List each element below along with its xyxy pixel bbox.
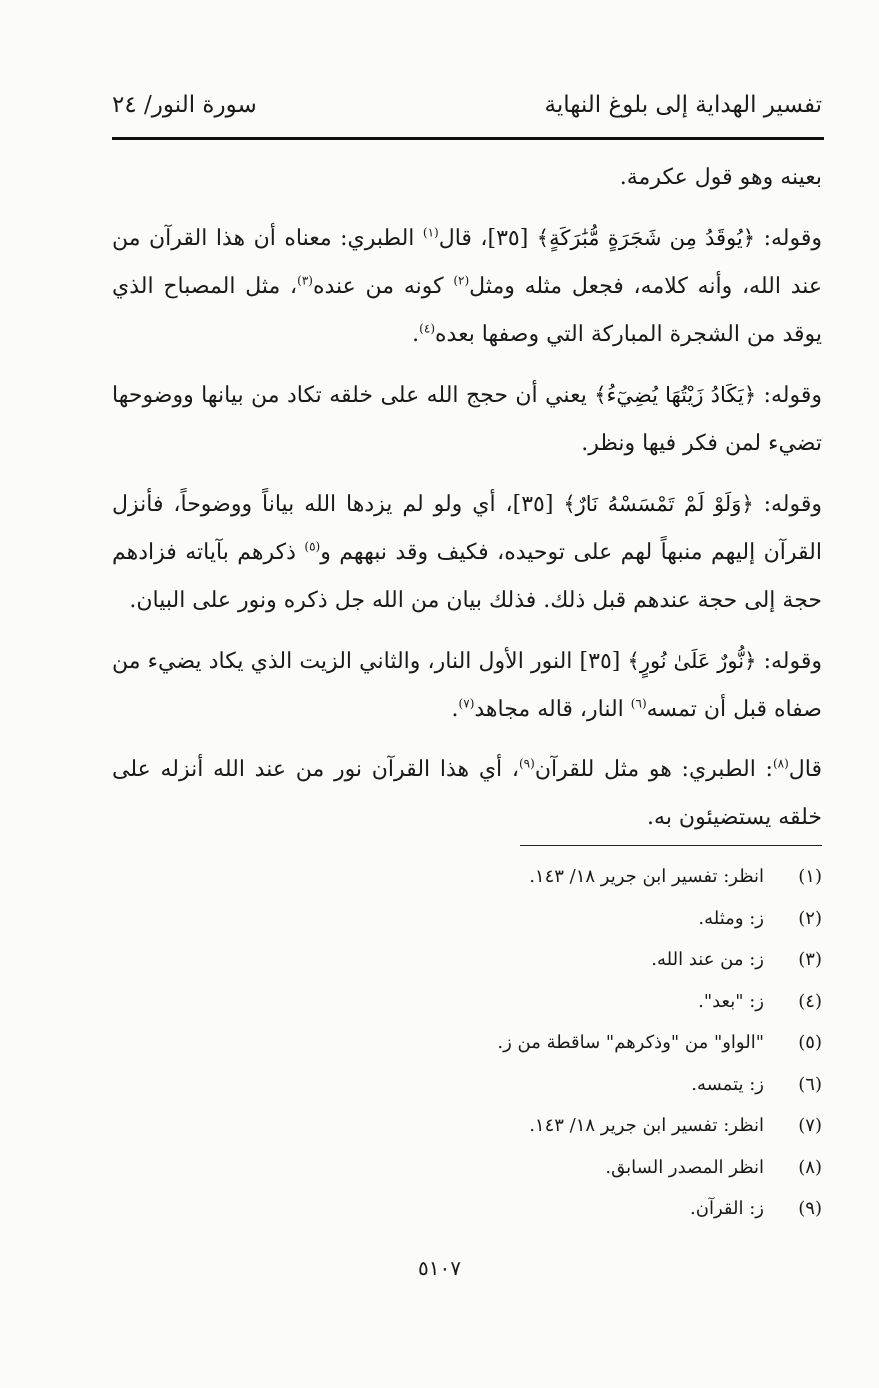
footnote-number: (٦) (798, 1073, 822, 1095)
footnote-item (262, 1115, 822, 1157)
footnote-item (262, 991, 822, 1033)
footnote-divider (520, 845, 822, 846)
surah-label: سورة النور/ ٢٤ (112, 92, 257, 118)
running-header (112, 86, 822, 134)
footnote-number: (٧) (798, 1115, 822, 1136)
footnote-text: انظر المصدر السابق. (605, 1156, 764, 1178)
quran-quote: ﴿يَكَادُ زَيْتُهَا يُضِيٓءُ﴾ (594, 383, 757, 407)
footnote-number: (٣) (798, 949, 822, 970)
footnote-item (262, 1198, 822, 1240)
footnote-ref[interactable]: (٤) (419, 321, 435, 336)
footnote-ref[interactable]: (٦) (630, 696, 647, 711)
footnote-item (262, 1074, 822, 1116)
footnotes (262, 866, 822, 1240)
paragraph-6: قال$^{(٨)}$: الطبري: هو مثل للقرآن$^{(٩)}$، أي هذا القرآن نور من عند الله أنزله على خلقه يستضيئون به. (112, 756, 822, 830)
book-title: تفسير الهداية إلى بلوغ النهاية (544, 92, 822, 118)
footnote-ref[interactable]: (٣) (297, 273, 313, 288)
paragraph-2: وقوله: ﴿يُوقَدُ مِن شَجَرَةٍ مُّبَٰرَكَةٍ﴾ [٣٥]، قال$^{(١)}$ الطبري: معناه أن هذا القرآن من عند الله، وأنه كلامه، فجعل مثله ومثل$^{(٢)}$ كونه من عنده$^{(٣)}$، مثل المصباح الذي يوقد من الشجرة المباركة التي وصفها بعده$^{(٤)}$. (112, 225, 823, 347)
footnote-text: انظر: تفسير ابن جرير ١٨/ ١٤٣. (529, 866, 764, 887)
footnote-number: (٤) (798, 990, 822, 1012)
footnote-ref[interactable]: (٩) (518, 756, 535, 771)
paragraph-5: وقوله: ﴿نُّورٌ عَلَىٰ نُورٍ﴾ [٣٥] النور الأول النار، والثاني الزيت الذي يكاد يضيء من صفاه قبل أن تمسه$^{(٦)}$ النار، قاله مجاهد$^{(٧)}$. (112, 649, 822, 722)
paragraph-3: وقوله: ﴿يَكَادُ زَيْتُهَا يُضِيٓءُ﴾ يعني أن حجج الله على خلقه تكاد من بيانها ووضوحها تضيء لمن فكر فيها ونظر. (112, 383, 822, 456)
footnote-text: ز: يتمسه. (691, 1073, 764, 1095)
footnote-number: (٢) (798, 907, 822, 929)
main-text (112, 154, 822, 854)
footnote-text: ز: "بعد". (698, 990, 764, 1012)
footnote-text: "الواو" من "وذكرهم" ساقطة من ز. (497, 1032, 764, 1053)
footnote-item (262, 908, 822, 950)
quran-quote: ﴿نُّورٌ عَلَىٰ نُورٍ﴾ (627, 649, 757, 673)
footnote-ref[interactable]: (١) (422, 225, 439, 240)
footnote-ref[interactable]: (٥) (304, 539, 321, 554)
footnote-number: (٥) (798, 1032, 822, 1053)
page-number: ٥١٠٧ (418, 1256, 461, 1280)
footnote-text: ز: القرآن. (690, 1198, 764, 1219)
quran-quote: ﴿يُوقَدُ مِن شَجَرَةٍ مُّبَٰرَكَةٍ﴾ (536, 226, 756, 250)
footnote-item (262, 949, 822, 991)
footnote-item (262, 1032, 822, 1074)
footnote-ref[interactable]: (٧) (458, 696, 475, 711)
footnote-ref[interactable]: (٢) (453, 273, 470, 288)
header-divider (112, 137, 824, 140)
footnote-number: (٨) (798, 1156, 822, 1178)
paragraph-1: بعينه وهو قول عكرمة. (619, 165, 822, 190)
footnote-item (262, 1157, 822, 1199)
footnote-ref[interactable]: (٨) (772, 756, 789, 771)
footnote-text: ز: ومثله. (698, 907, 764, 929)
footnote-text: انظر: تفسير ابن جرير ١٨/ ١٤٣. (529, 1115, 764, 1136)
footnote-text: ز: من عند الله. (651, 949, 764, 970)
paragraph-4: وقوله: ﴿وَلَوْ لَمْ تَمْسَسْهُ نَارٌ﴾ [٣٥]، أي ولو لم يزدها الله بياناً ووضوحاً، فأنزل القرآن إليهم منبهاً لهم على توحيده، فكيف وقد نبههم و$^{(٥)}$ ذكرهم بآياته فزادهم حجة إلى حجة عندهم قبل ذلك. فذلك بيان من الله جل ذكره ونور على البيان. (112, 492, 822, 613)
quran-quote: ﴿وَلَوْ لَمْ تَمْسَسْهُ نَارٌ﴾ (563, 492, 754, 516)
footnote-number: (٩) (798, 1198, 822, 1219)
footnote-number: (١) (798, 866, 822, 887)
footnote-item (262, 866, 822, 908)
